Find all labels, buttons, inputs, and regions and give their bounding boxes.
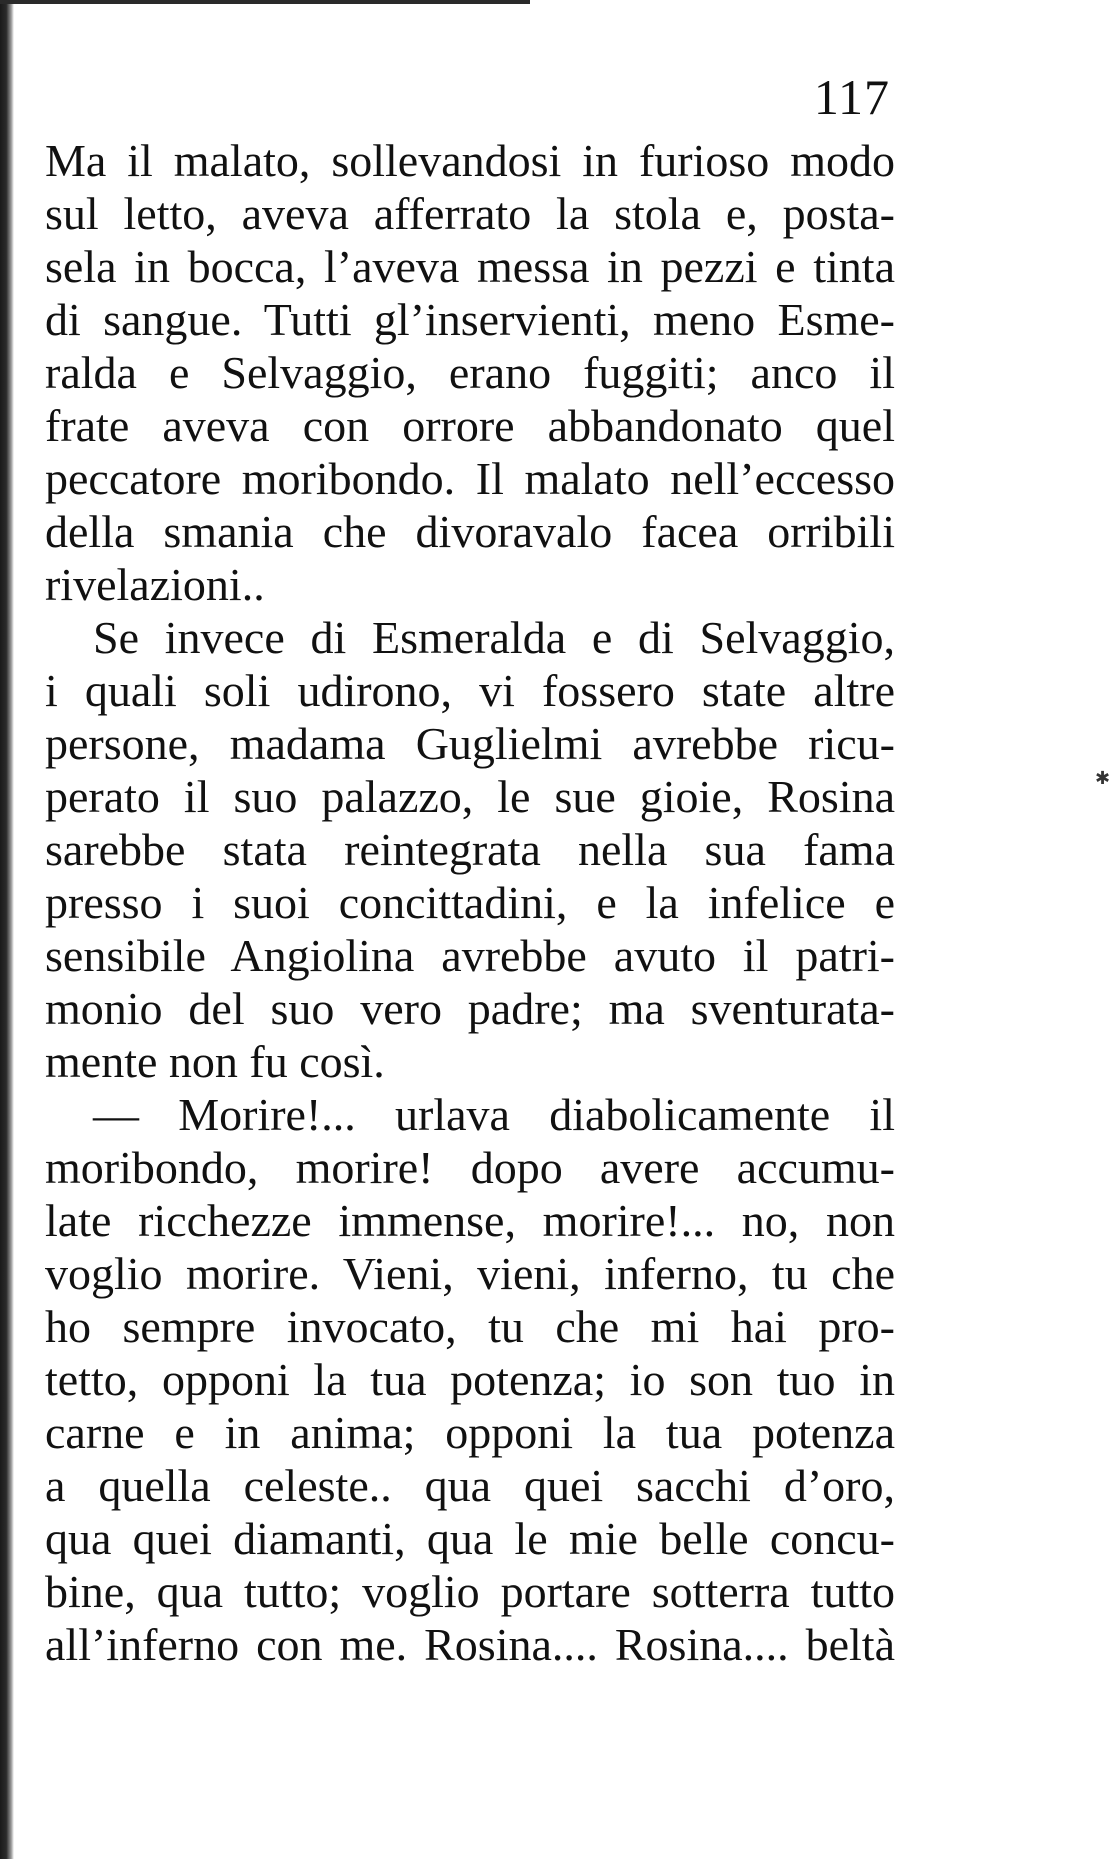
text-line: presso i suoi concittadini, e la infelice e [45, 877, 895, 928]
text-line: perato il suo palazzo, le sue gioie, Rosina [45, 771, 895, 822]
margin-ink-mark: ✱ [1095, 768, 1111, 788]
text-line: a quella celeste.. qua quei sacchi d’oro, [45, 1460, 895, 1511]
top-edge-rule [0, 0, 530, 4]
text-line: persone, madama Guglielmi avrebbe ricu- [45, 718, 895, 769]
text-line: monio del suo vero padre; ma sventurata- [45, 983, 895, 1034]
text-line: all’inferno con me. Rosina.... Rosina.... beltà [45, 1619, 895, 1670]
page-number: 117 [813, 69, 890, 125]
text-line: frate aveva con orrore abbandonato quel [45, 400, 895, 451]
text-line: voglio morire. Vieni, vieni, inferno, tu che [45, 1248, 895, 1299]
text-line: ho sempre invocato, tu che mi hai pro- [45, 1301, 895, 1352]
text-line: carne e in anima; opponi la tua potenza [45, 1407, 895, 1458]
text-line: ralda e Selvaggio, erano fuggiti; anco il [45, 347, 895, 398]
text-line: — Morire!... urlava diabolicamente il [93, 1089, 895, 1140]
text-line: di sangue. Tutti gl’inservienti, meno Esme- [45, 294, 895, 345]
text-line: Se invece di Esmeralda e di Selvaggio, [93, 612, 895, 663]
text-line: sensibile Angiolina avrebbe avuto il patri- [45, 930, 895, 981]
text-line: tetto, opponi la tua potenza; io son tuo in [45, 1354, 895, 1405]
text-line: late ricchezze immense, morire!... no, non [45, 1195, 895, 1246]
text-line: rivelazioni.. [45, 559, 265, 610]
text-line: sul letto, aveva afferrato la stola e, posta- [45, 188, 895, 239]
page-binding-edge [0, 0, 14, 1859]
text-line: moribondo, morire! dopo avere accumu- [45, 1142, 895, 1193]
text-line: Ma il malato, sollevandosi in furioso modo [45, 135, 895, 186]
text-line: qua quei diamanti, qua le mie belle concu- [45, 1513, 895, 1564]
text-line: i quali soli udirono, vi fossero state altre [45, 665, 895, 716]
text-line: mente non fu così. [45, 1036, 385, 1087]
text-line: sela in bocca, l’aveva messa in pezzi e tinta [45, 241, 895, 292]
text-line: bine, qua tutto; voglio portare sotterra tutto [45, 1566, 895, 1617]
text-line: peccatore moribondo. Il malato nell’eccesso [45, 453, 895, 504]
text-line: sarebbe stata reintegrata nella sua fama [45, 824, 895, 875]
body-text [45, 134, 895, 1671]
text-line: della smania che divoravalo facea orribili [45, 506, 895, 557]
